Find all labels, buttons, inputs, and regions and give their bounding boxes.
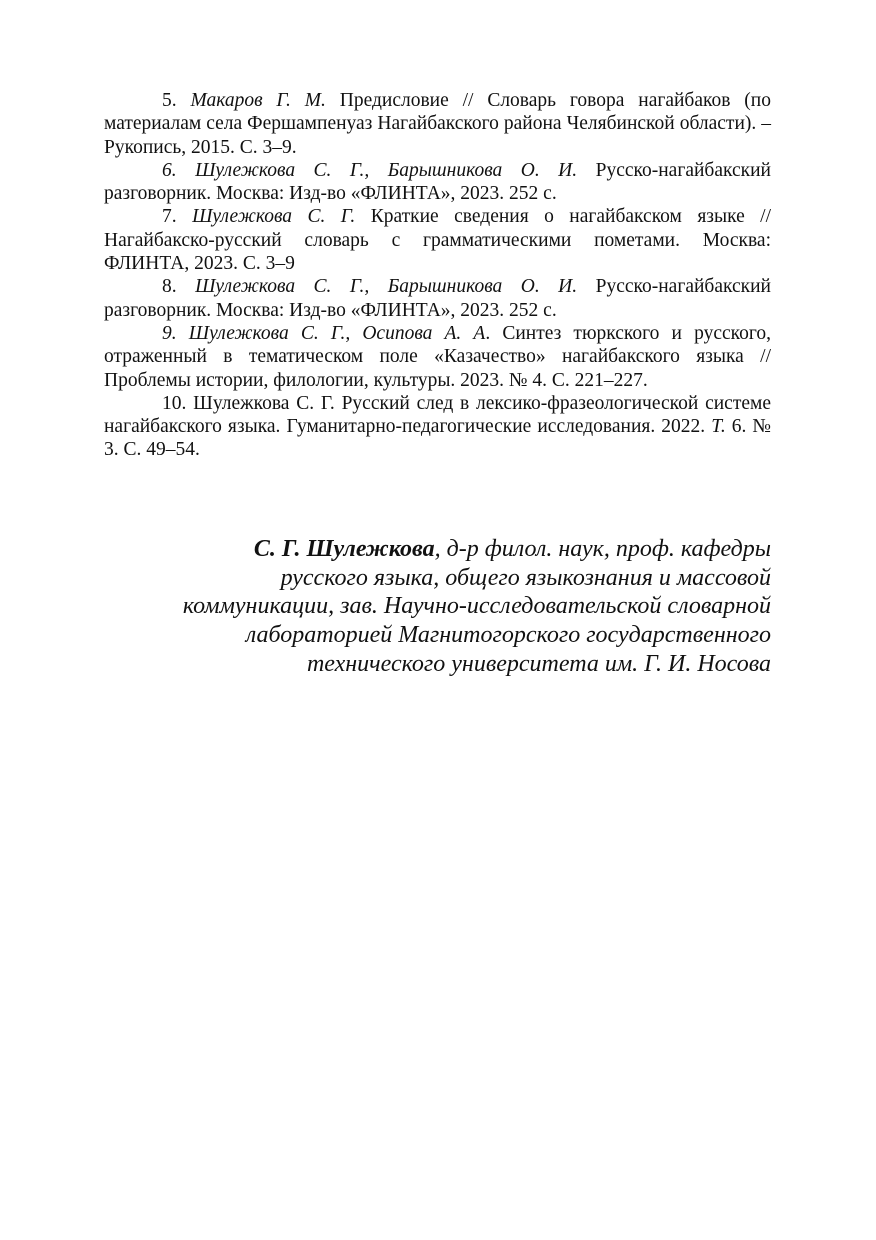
reference-item: [104, 159, 771, 206]
reference-item: [104, 392, 771, 462]
reference-volume-label: Т.: [711, 416, 726, 438]
reference-item: [104, 205, 771, 275]
reference-text: Русско-нагайбакский разговорник. Москва: Изд-во «ФЛИНТА», 2023. 252 с.: [104, 159, 771, 205]
reference-tail: 6. № 3. С. 49–54.: [104, 416, 772, 461]
author-line-3: коммуникации, зав. Научно-исследовательской словарной: [182, 593, 771, 620]
reference-author: Шулежкова С. Г.: [192, 206, 356, 228]
reference-number: 6.: [162, 159, 177, 181]
reference-text: Предисловие // Словарь говора нагайбаков (по материалам села Фершампенуаз Нагайбакского района Челябинской области). – Рукопись, 2015. С. 3–9.: [104, 90, 771, 158]
author-line-2: русского языка, общего языкознания и массовой: [280, 564, 771, 591]
reference-author: Макаров Г. М.: [190, 90, 326, 111]
author-info: [131, 535, 771, 679]
author-name: С. Г. Шулежкова: [253, 536, 435, 562]
reference-item: [104, 275, 771, 322]
reference-item: [104, 322, 771, 392]
reference-number: 10.: [162, 392, 187, 414]
reference-text: Шулежкова С. Г. Русский след в лексико-фразеологической системе нагайбакского языка. Гуманитарно-педагогические исследования. 2022.: [104, 392, 771, 438]
author-title: , д-р филол. наук, проф. кафедры: [434, 536, 771, 562]
reference-list: [104, 89, 771, 462]
reference-author: Шулежкова С. Г., Барышникова О. И.: [195, 276, 578, 298]
reference-number: 9.: [162, 322, 177, 344]
reference-text: Русско-нагайбакский разговорник. Москва: Изд-во «ФЛИНТА», 2023. 252 с.: [104, 276, 771, 321]
author-line-5: технического университета им. Г. И. Носова: [306, 650, 771, 677]
reference-text: . Синтез тюркского и русского, отраженный в тематическом поле «Казачество» нагайбакского языка // Проблемы истории, филологии, культуры. 2023. № 4. С. 221–227.: [104, 322, 771, 391]
reference-number: 5.: [162, 90, 177, 111]
reference-text: Краткие сведения о нагайбакском языке // Нагайбакско-русский словарь с грамматическими пометами. Москва: ФЛИНТА, 2023. С. 3–9: [104, 206, 772, 275]
reference-number: 7.: [162, 206, 177, 228]
reference-number: 8.: [162, 276, 177, 298]
author-line-1: [131, 535, 771, 564]
reference-item: [104, 89, 771, 159]
reference-author: Шулежкова С. Г., Барышникова О. И.: [195, 159, 578, 181]
reference-author: Шулежкова С. Г., Осипова А. А: [188, 322, 486, 344]
author-line-4: лабораторией Магнитогорского государственного: [245, 622, 771, 649]
